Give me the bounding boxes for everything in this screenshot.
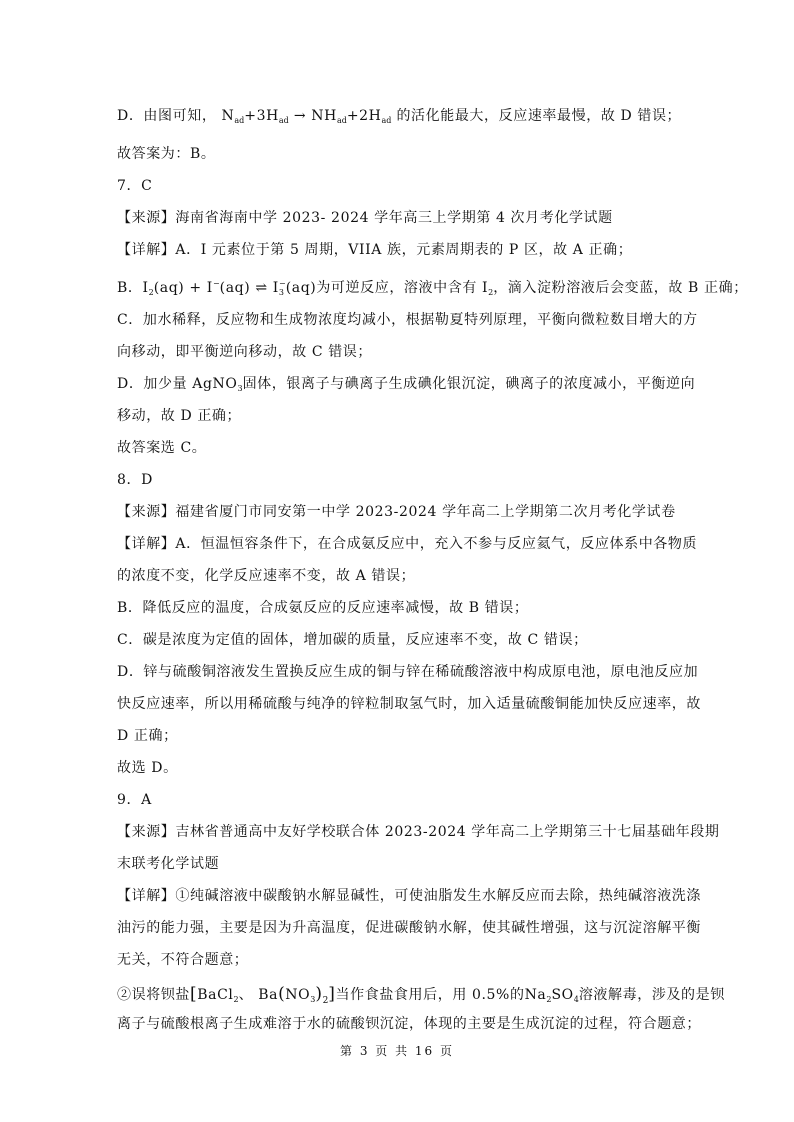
formula-reaction: $N_{ad}+3H_{ad} \to NH_{ad}+2H_{ad}$ [221,108,392,125]
formula-equilibrium: $I_2(aq) + I^-(aq)$ ⇌ $I_3^-(aq)$ [142,279,317,297]
text-segment: D．由图可知， [117,108,217,124]
text-line: 油污的能力强，主要是因为升高温度，促进碳酸钠水解，使其碱性增强，这与沉淀溶解平衡 [117,920,701,936]
text-line: 【详解】A．I 元素位于第 5 周期，VIIA 族，元素周期表的 P 区，故 A 正确； [117,242,633,258]
equilibrium-arrow-icon: ⇌ [255,280,268,296]
question-number: 9．A [117,792,152,808]
text-line: D．锌与硫酸铜溶液发生置换反应生成的铜与锌在稀硫酸溶液中构成原电池，原电池反应加 [117,664,699,680]
formula-barium-salts: [BaCl$_2$、 $Ba(NO_3)_2$] [190,984,336,1006]
source-line: 【来源】海南省海南中学 2023- 2024 学年高三上学期第 4 次月考化学试题 [117,210,613,226]
question-number: 7．C [117,178,153,194]
text-line: 故答案为：B。 [117,146,216,162]
text-line: B．降低反应的温度，合成氨反应的反应速率减慢，故 B 错误； [117,600,529,616]
text-line: 的浓度不变，化学反应速率不变，故 A 错误； [117,568,416,584]
text-line: D 正确； [117,728,178,744]
text-line: B．$I_2(aq) + I^-(aq)$ ⇌ $I_3^-(aq)$为可逆反应，溶液中含有 $I_2$，滴入淀粉溶液后会变蓝，故 B 正确； [117,279,748,297]
text-line: 移动，故 D 正确； [117,408,242,424]
page-footer: 第 3 页 共 16 页 [340,1044,454,1058]
text-line: ②误将钡盐[BaCl$_2$、 $Ba(NO_3)_2$]当作食盐食用后，用 0.5%的$Na_2SO_4$溶液解毒，涉及的是钡 [117,984,725,1006]
text-line: 无关，不符合题意； [117,952,249,968]
text-line: 快反应速率，所以用稀硫酸与纯净的锌粒制取氢气时，加入适量硫酸铜能加快反应速率，故 [117,696,701,712]
formula-sodium-sulfate: $Na_2SO_4$ [524,987,579,1004]
text-line [117,106,682,126]
text-line: 【详解】①纯碱溶液中碳酸钠水解显碱性，可使油脂发生水解反应而去除，热纯碱溶液洗涤 [117,888,701,904]
text-segment: 的活化能最大，反应速率最慢，故 D 错误； [396,108,682,124]
text-line: 故选 D。 [117,760,178,776]
source-line: 【来源】福建省厦门市同安第一中学 2023-2024 学年高二上学期第二次月考化学试卷 [117,504,676,520]
text-line: C．加水稀释，反应物和生成物浓度均减小，根据勒夏特列原理，平衡向微粒数目增大的方 [117,312,698,328]
text-line: 故答案选 C。 [117,440,207,456]
text-line: D．加少量 AgNO$_3$固体，银离子与碘离子生成碘化银沉淀，碘离子的浓度减小，平衡逆向 [117,376,696,393]
question-number: 8．D [117,472,153,488]
text-line: 离子与硫酸根离子生成难溶于水的硫酸钡沉淀，体现的主要是生成沉淀的过程，符合题意； [117,1016,701,1032]
text-line: C．碳是浓度为定值的固体，增加碳的质量，反应速率不变，故 C 错误； [117,632,588,648]
text-line: 向移动，即平衡逆向移动，故 C 错误； [117,344,373,360]
source-line: 末联考化学试题 [117,856,220,872]
text-line: 【详解】A．恒温恒容条件下，在合成氨反应中，充入不参与反应氦气，反应体系中各物质 [117,536,698,552]
arrow-icon: → [293,108,307,124]
source-line: 【来源】吉林省普通高中友好学校联合体 2023-2024 学年高二上学期第三十七届基础年段期 [117,824,720,840]
